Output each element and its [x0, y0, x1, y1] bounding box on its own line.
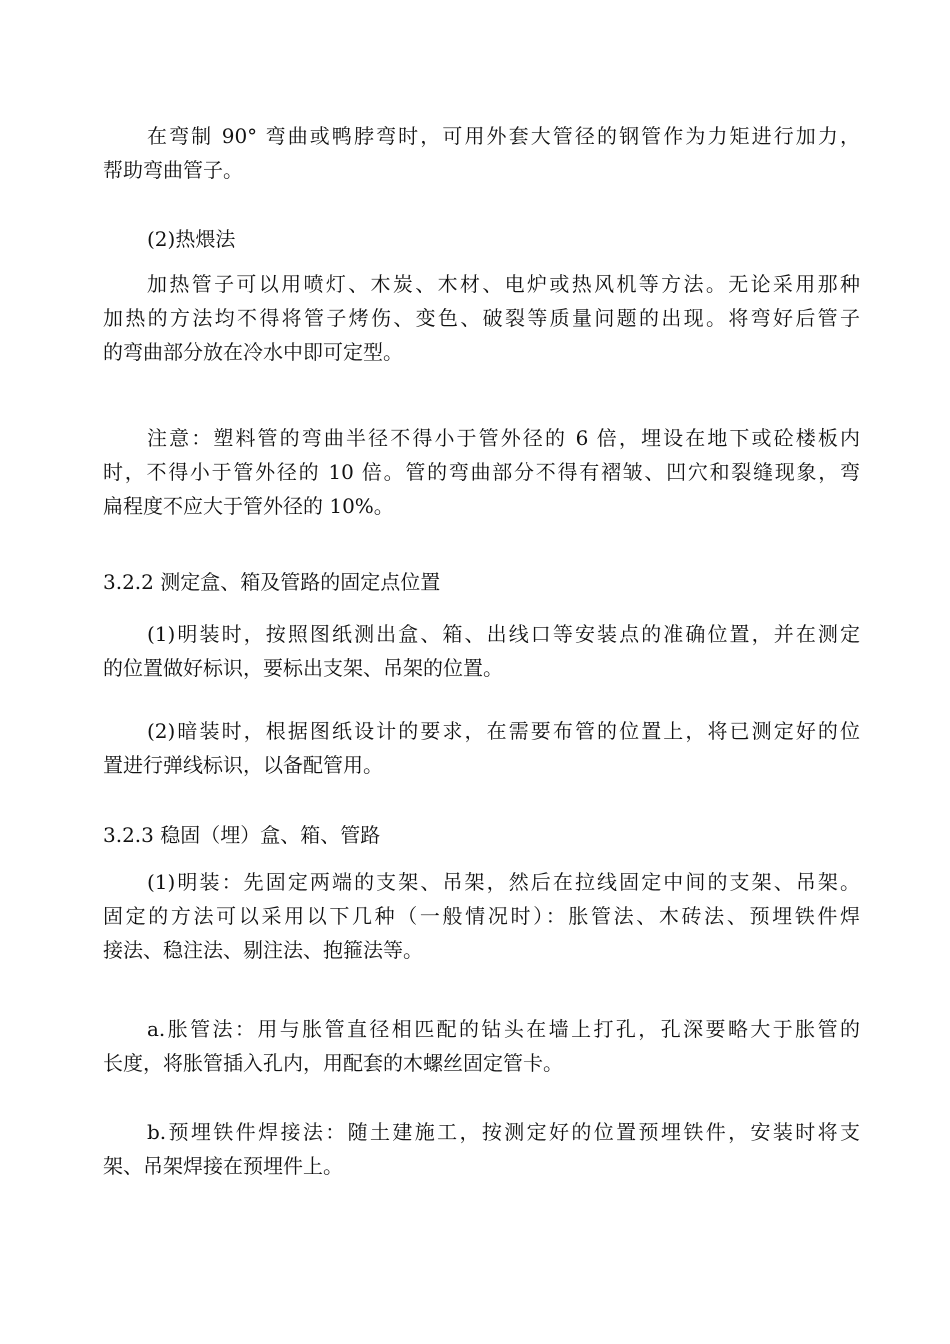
text-line: 加热管子可以用喷灯、木炭、木材、电炉或热风机等方法。无论采用那种: [147, 272, 860, 296]
text-line: 扁程度不应大于管外径的 10%。: [103, 494, 394, 518]
paragraph: [103, 617, 860, 685]
text-line: 置进行弹线标识，以备配管用。: [103, 753, 383, 777]
text-line: a.胀管法：用与胀管直径相匹配的钻头在墙上打孔，孔深要略大于胀管的: [147, 1017, 860, 1041]
text-line: 帮助弯曲管子。: [103, 158, 243, 182]
text-line: 固定的方法可以采用以下几种（一般情况时）：胀管法、木砖法、预埋铁件焊: [103, 904, 860, 928]
text-line: (2)热煨法: [147, 227, 236, 251]
text-line: 长度，将胀管插入孔内，用配套的木螺丝固定管卡。: [103, 1051, 563, 1075]
paragraph: [103, 865, 860, 967]
text-line: 3.2.3 稳固（埋）盒、箱、管路: [103, 823, 381, 847]
text-line: b.预埋铁件焊接法：随土建施工，按测定好的位置预埋铁件，安装时将支: [147, 1120, 860, 1144]
text-line: 的位置做好标识，要标出支架、吊架的位置。: [103, 656, 503, 680]
text-line: 架、吊架焊接在预埋件上。: [103, 1154, 343, 1178]
paragraph: [103, 267, 860, 369]
paragraph: [103, 714, 860, 782]
section-heading: [103, 818, 860, 852]
text-line: 接法、稳注法、剔注法、抱箍法等。: [103, 938, 423, 962]
text-line: 在弯制 90° 弯曲或鸭脖弯时，可用外套大管径的钢管作为力矩进行加力，: [147, 124, 860, 148]
text-line: (2)暗装时，根据图纸设计的要求，在需要布管的位置上，将已测定好的位: [147, 719, 860, 743]
text-line: (1)明装：先固定两端的支架、吊架，然后在拉线固定中间的支架、吊架。: [147, 870, 860, 894]
text-line: 时，不得小于管外径的 10 倍。管的弯曲部分不得有褶皱、凹穴和裂缝现象，弯: [103, 460, 860, 484]
paragraph: [103, 1012, 860, 1080]
paragraph: [103, 1115, 860, 1183]
text-line: 3.2.2 测定盒、箱及管路的固定点位置: [103, 570, 441, 594]
subheading: [103, 222, 860, 256]
paragraph: [103, 119, 860, 187]
text-line: 注意：塑料管的弯曲半径不得小于管外径的 6 倍，埋设在地下或砼楼板内: [147, 426, 860, 450]
section-heading: [103, 565, 860, 599]
text-line: 加热的方法均不得将管子烤伤、变色、破裂等质量问题的出现。将弯好后管子: [103, 306, 860, 330]
text-line: 的弯曲部分放在冷水中即可定型。: [103, 340, 403, 364]
paragraph: [103, 421, 860, 523]
text-line: (1)明装时，按照图纸测出盒、箱、出线口等安装点的准确位置，并在测定: [147, 622, 860, 646]
